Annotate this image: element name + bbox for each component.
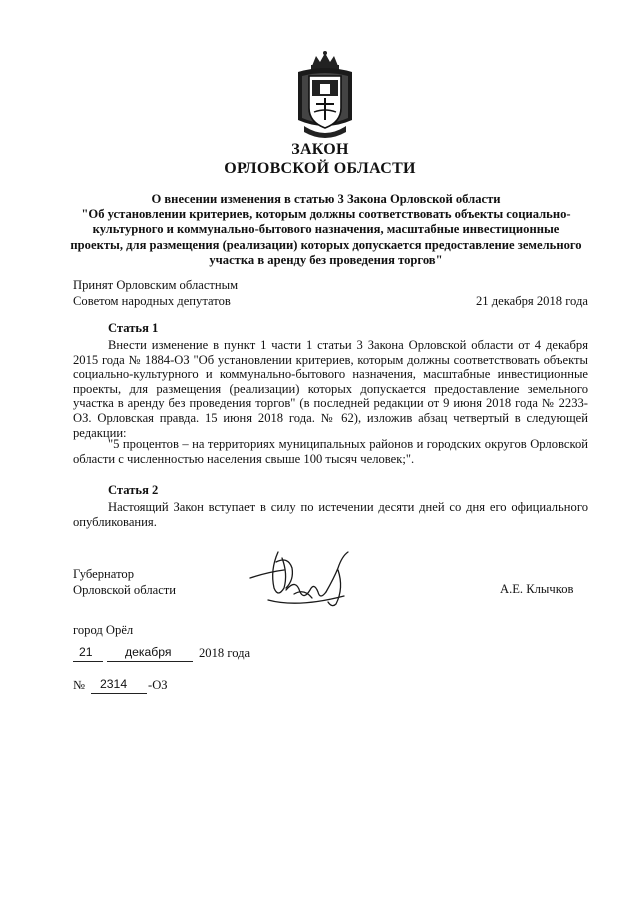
law-number bbox=[73, 678, 273, 698]
article-1-text: Внести изменение в пункт 1 части 1 статьи 3 Закона Орловской области от 4 декабря 2015 года № 1884-ОЗ "Об установлении критериев, которым должны соответствовать объекты социально-культурного и коммунально-бытового назначения, масштабные инвестиционные проекты, для размещения (реализации) которых допускается предоставление земельного участка в аренду без проведения торгов" (в последней редакции от 9 июня 2018 года № 2233-ОЗ. Орловская правда. 15 июня 2018 года. № 62), изложив абзац четвертый в следующей редакции: bbox=[73, 338, 588, 440]
number-sign: № bbox=[73, 678, 86, 692]
law-subject-heading: О внесении изменения в статью 3 Закона Орловской области bbox=[151, 192, 501, 206]
signatory-position-line-2: Орловской области bbox=[73, 583, 177, 597]
law-number-suffix: -ОЗ bbox=[148, 678, 168, 692]
signing-city: город Орёл bbox=[73, 623, 134, 637]
adoption-line-2: Советом народных депутатов bbox=[73, 294, 231, 308]
article-1-heading: Статья 1 bbox=[108, 321, 159, 335]
handwritten-signature bbox=[248, 548, 356, 610]
law-subject-body: "Об установлении критериев, которым должны соответствовать объекты социально-культурного и коммунально-бытового назначения, масштабные инвестиционные проекты, для размещения (реализации) которых допускается предоставление земельного участка в аренду без проведения торгов" bbox=[70, 207, 582, 268]
article-1-quote: "5 процентов – на территориях муниципальных районов и городских округов Орловской области с численностью населения свыше 100 тысяч человек;". bbox=[73, 437, 588, 466]
signing-year: 2018 года bbox=[199, 646, 251, 660]
document-type-title: ЗАКОН bbox=[291, 141, 349, 158]
signatory-position-line-1: Губернатор bbox=[73, 567, 134, 581]
signing-day: 21 bbox=[79, 645, 93, 659]
month-underline bbox=[107, 661, 193, 662]
coat-of-arms-icon bbox=[294, 50, 356, 140]
signing-month: декабря bbox=[125, 645, 172, 659]
day-underline bbox=[73, 661, 103, 662]
adoption-date: 21 декабря 2018 года bbox=[475, 294, 588, 308]
signing-date bbox=[73, 646, 333, 666]
signatory-name: А.Е. Клычков bbox=[500, 582, 574, 596]
article-2-heading: Статья 2 bbox=[108, 483, 159, 497]
adoption-line-1: Принят Орловским областным bbox=[73, 278, 239, 292]
article-2-text: Настоящий Закон вступает в силу по истечении десяти дней со дня его официального опубликования. bbox=[73, 500, 588, 529]
number-underline bbox=[91, 693, 147, 694]
law-number-value: 2314 bbox=[100, 677, 128, 691]
issuing-region-title: ОРЛОВСКОЙ ОБЛАСТИ bbox=[224, 160, 416, 177]
